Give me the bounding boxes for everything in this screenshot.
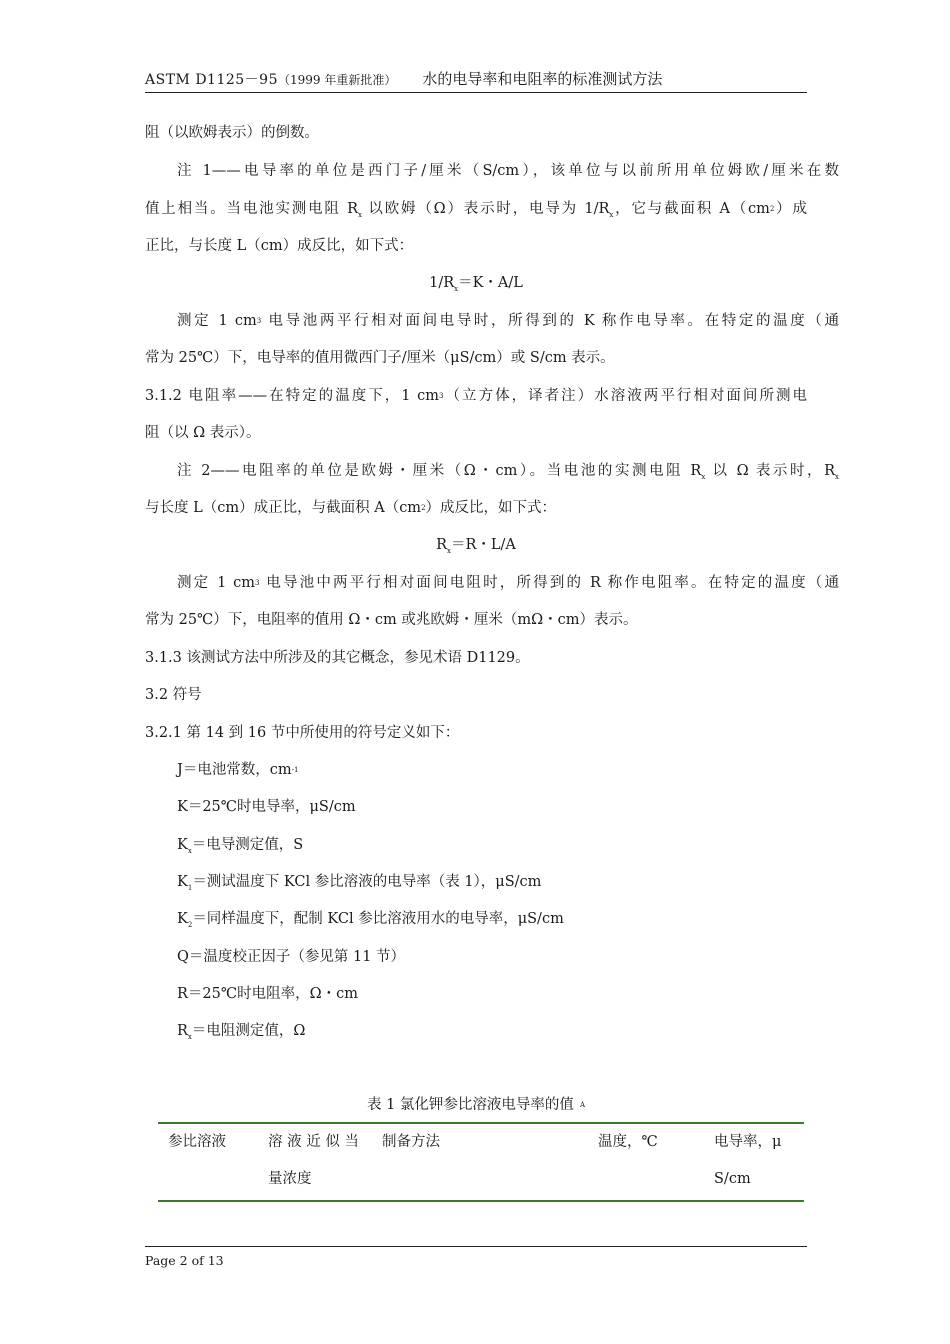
section-3-1-3: 3.1.3 该测试方法中所涉及的其它概念，参见术语 D1129。	[145, 650, 530, 666]
table-caption: 表 1 氯化钾参比溶液电导率的值 $^A$	[366, 1097, 585, 1113]
symbol-definition: $K_2=$同样温度下，配制 KCl 参比溶液用水的电导率，μS/cm	[177, 911, 564, 929]
page-footer	[145, 1246, 807, 1268]
table-header-concentration-cont: 量浓度	[268, 1171, 312, 1187]
section-3-2-heading: 3.2 符号	[145, 687, 202, 703]
kcl-reference-table	[158, 1122, 804, 1202]
standard-number: ASTM D1125－95	[145, 72, 278, 88]
table-header-conductivity: 电导率，μ	[714, 1134, 782, 1150]
symbol-definition: J＝电池常数，$cm^{-1}$	[177, 762, 299, 778]
page-number: Page 2 of 13	[145, 1253, 224, 1268]
symbol-definition: K＝25℃时电导率，μS/cm	[177, 799, 356, 815]
note-2-line: 与长度 L（cm）成正比，与截面积 $A(cm^2)$成反比，如下式：	[145, 500, 557, 516]
note-1-line: 值上相当。当电池实测电阻 $R_x$ 以欧姆（Ω）表示时，电导为 $1/R_x$，它与截面积 $A(cm^2)$成	[145, 201, 807, 219]
section-3-1-2: 3.1.2 电阻率——在特定的温度下，1 $cm^3$（立方体，译者注）水溶液两平行相对面间所测电	[145, 388, 807, 404]
paragraph-line: 测定 1 $cm^3$ 电导池中两平行相对面间电阻时，所得到的 R 称作电阻率。在特定的温度（通	[177, 575, 839, 591]
page-header	[145, 70, 807, 93]
section-3-2-1: 3.2.1 第 14 到 16 节中所使用的符号定义如下：	[145, 725, 460, 741]
formula-resistance: $R_x=R$・L/A	[436, 537, 516, 555]
symbol-definition: R＝25℃时电阻率，Ω・cm	[177, 986, 358, 1002]
symbol-definition: $K_x=$电导测定值，S	[177, 837, 304, 855]
paragraph-line: 常为 25℃）下，电阻率的值用 Ω・cm 或兆欧姆・厘米（mΩ・cm）表示。	[145, 612, 638, 628]
paragraph-line: 阻（以欧姆表示）的倒数。	[145, 125, 319, 141]
paragraph-line: 常为 25℃）下，电导率的值用微西门子/厘米（μS/cm）或 S/cm 表示。	[145, 350, 615, 366]
note-2-line: 注 2——电阻率的单位是欧姆・厘米（Ω・cm）。当电池的实测电阻 $R_x$ 以 Ω 表示时，$R_x$	[177, 463, 839, 481]
note-1-line: 注 1——电导率的单位是西门子/厘米（S/cm），该单位与以前所用单位姆欧/厘米在数	[177, 163, 839, 179]
table-footnote-marker: A	[579, 1101, 585, 1109]
formula-conductance: $1/R_x=K$・A/L	[429, 275, 523, 293]
table-header-preparation: 制备方法	[382, 1134, 440, 1150]
table-header-reference-solution: 参比溶液	[168, 1134, 226, 1150]
approval-note: （1999 年重新批准）	[278, 73, 397, 87]
symbol-definition: $K_1=$测试温度下 KCl 参比溶液的电导率（表 1），μS/cm	[177, 874, 542, 892]
paragraph-line: 阻（以 Ω 表示）。	[145, 425, 261, 441]
table-header-concentration: 溶 液 近 似 当	[268, 1134, 359, 1150]
symbol-definition: Q＝温度校正因子（参见第 11 节）	[177, 949, 406, 965]
table-header-temperature: 温度，℃	[598, 1134, 658, 1150]
note-1-line: 正比，与长度 L（cm）成反比，如下式：	[145, 238, 414, 254]
paragraph-line: 测定 1 $cm^3$ 电导池两平行相对面间电导时，所得到的 K 称作电导率。在特定的温度（通	[177, 313, 839, 329]
symbol-definition: $R_x=$电阻测定值，Ω	[177, 1023, 306, 1041]
document-title: 水的电导率和电阻率的标准测试方法	[422, 70, 663, 88]
table-header-conductivity-unit: S/cm	[714, 1171, 751, 1187]
